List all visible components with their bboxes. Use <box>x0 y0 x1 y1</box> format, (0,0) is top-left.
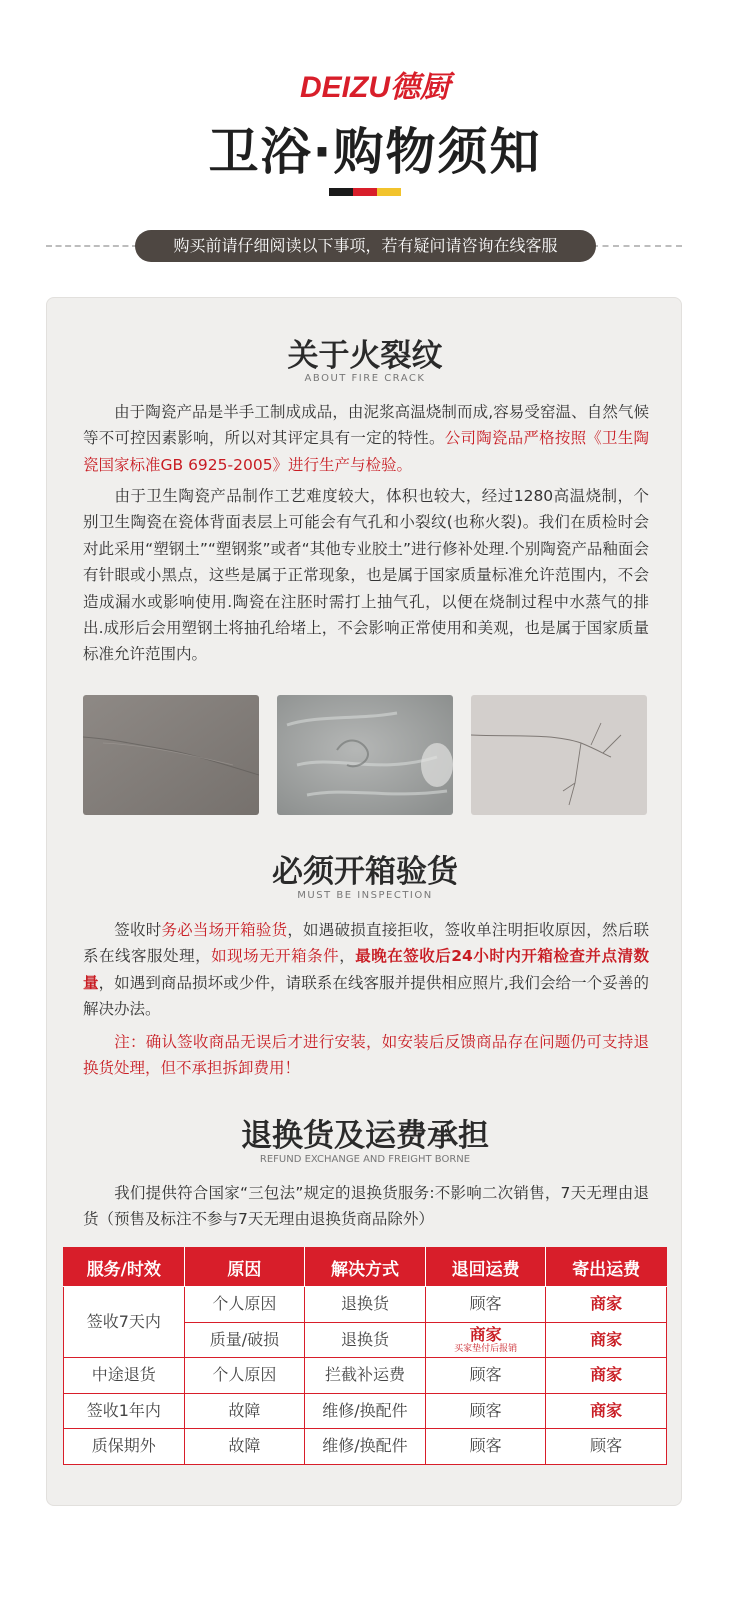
cell-reason: 故障 <box>184 1429 305 1465</box>
cell-period: 签收7天内 <box>64 1287 185 1358</box>
cell-reason: 质量/破损 <box>184 1322 305 1358</box>
page-title: 卫浴·购物须知 <box>208 123 542 181</box>
table-row <box>64 1287 667 1323</box>
fire-crack-paragraph-2: 由于卫生陶瓷产品制作工艺难度较大，体积也较大，经过1280高温烧制，个别卫生陶瓷在瓷体背面表层上可能会有气孔和小裂纹(也称火裂)。我们在质检时会对此采用“塑钢土”“塑钢浆”或者“其他专业胶土”进行修补处理.个别陶瓷产品釉面会有针眼或小黑点，这些是属于正常现象，也是属于国家质量标准允许范围内，不会造成漏水或影响使用.陶瓷在注胚时需打上抽气孔，以便在烧制过程中水蒸气的排出.成形后会用塑钢土将抽孔给堵上，不会影响正常使用和美观，也是属于国家质量标准允许范围内。 <box>83 487 649 664</box>
cell-return-fee: 商家 买家垫付后报销 <box>425 1322 546 1358</box>
cell-return-fee: 顾客 <box>425 1429 546 1465</box>
flag-red-stripe <box>353 188 377 196</box>
cell-return-fee: 顾客 <box>425 1393 546 1429</box>
refund-service-table <box>63 1247 667 1465</box>
cell-send-fee: 商家 <box>546 1393 667 1429</box>
cell-return-fee: 顾客 <box>425 1358 546 1394</box>
header-solution: 解决方式 <box>305 1248 426 1287</box>
cell-solution: 退换货 <box>305 1287 426 1323</box>
inspection-paragraph: 签收时务必当场开箱验货，如遇破损直接拒收，签收单注明拒收原因，然后联系在线客服处理，如现场无开箱条件，最晚在签收后24小时内开箱检查并点清数量，如遇到商品损坏或少件，请联系在线客服并提供相应照片,我们会给一个妥善的解决办法。 <box>83 921 649 1019</box>
cell-solution: 维修/换配件 <box>305 1393 426 1429</box>
table-row <box>64 1358 667 1394</box>
cell-period: 质保期外 <box>64 1429 185 1465</box>
header-reason: 原因 <box>184 1248 305 1287</box>
header-period: 服务/时效 <box>64 1248 185 1287</box>
cell-return-fee: 顾客 <box>425 1287 546 1323</box>
section-title-inspection: 必须开箱验货 <box>272 854 458 890</box>
cell-solution: 拦截补运费 <box>305 1358 426 1394</box>
refund-intro: 我们提供符合国家“三包法”规定的退换货服务:不影响二次销售，7天无理由退货（预售及标注不参与7天无理由退换货商品除外） <box>83 1184 649 1229</box>
cell-solution: 维修/换配件 <box>305 1429 426 1465</box>
flag-black-stripe <box>329 188 353 196</box>
brand-logo: DEIZU德厨 <box>300 71 450 104</box>
fire-crack-paragraph-1: 由于陶瓷产品是半手工制成成品，由泥浆高温烧制而成,容易受窑温、自然气候等不可控因素影响，所以对其评定具有一定的特性。公司陶瓷品严格按照《卫生陶瓷国家标准GB 6925-2005》进行生产与检验。 <box>83 403 649 474</box>
header-return-fee: 退回运费 <box>425 1248 546 1287</box>
table-row <box>64 1393 667 1429</box>
cell-period: 签收1年内 <box>64 1393 185 1429</box>
content-card <box>46 297 682 1506</box>
notice-banner: 购买前请仔细阅读以下事项，若有疑问请咨询在线客服 <box>135 230 596 262</box>
cell-period: 中途退货 <box>64 1358 185 1394</box>
notice-divider-right <box>592 245 682 247</box>
notice-divider-left <box>46 245 138 247</box>
flag-gold-stripe <box>377 188 401 196</box>
section-title-refund: 退换货及运费承担 <box>241 1118 489 1154</box>
fire-crack-photo-2 <box>277 695 453 815</box>
cell-reason: 个人原因 <box>184 1358 305 1394</box>
cell-reason: 故障 <box>184 1393 305 1429</box>
section-subtitle-refund: REFUND EXCHANGE AND FREIGHT BORNE <box>259 1154 471 1165</box>
cell-send-fee: 商家 <box>546 1322 667 1358</box>
fire-crack-photo-1 <box>83 695 259 815</box>
fire-crack-photo-3 <box>471 695 647 815</box>
cell-solution: 退换货 <box>305 1322 426 1358</box>
flag-color-bar <box>329 188 401 196</box>
section-subtitle-inspection: MUST BE INSPECTION <box>297 890 433 901</box>
section-subtitle-fire-crack: ABOUT FIRE CRACK <box>304 373 426 384</box>
reimburse-note: 买家垫付后报销 <box>454 1343 518 1354</box>
cell-send-fee: 商家 <box>546 1358 667 1394</box>
cell-reason: 个人原因 <box>184 1287 305 1323</box>
header-send-fee: 寄出运费 <box>546 1248 667 1287</box>
standard-highlight: 公司陶瓷品严格按照《卫生陶瓷国家标准GB 6925-2005》进行生产与检验。 <box>83 429 649 474</box>
table-row <box>64 1429 667 1465</box>
table-header-row <box>64 1248 667 1287</box>
cell-send-fee: 顾客 <box>546 1429 667 1465</box>
cell-send-fee: 商家 <box>546 1287 667 1323</box>
inspection-note: 注：确认签收商品无误后才进行安装，如安装后反馈商品存在问题仍可支持退换货处理，但不承担拆卸费用！ <box>83 1033 649 1078</box>
section-title-fire-crack: 关于火裂纹 <box>287 338 443 374</box>
